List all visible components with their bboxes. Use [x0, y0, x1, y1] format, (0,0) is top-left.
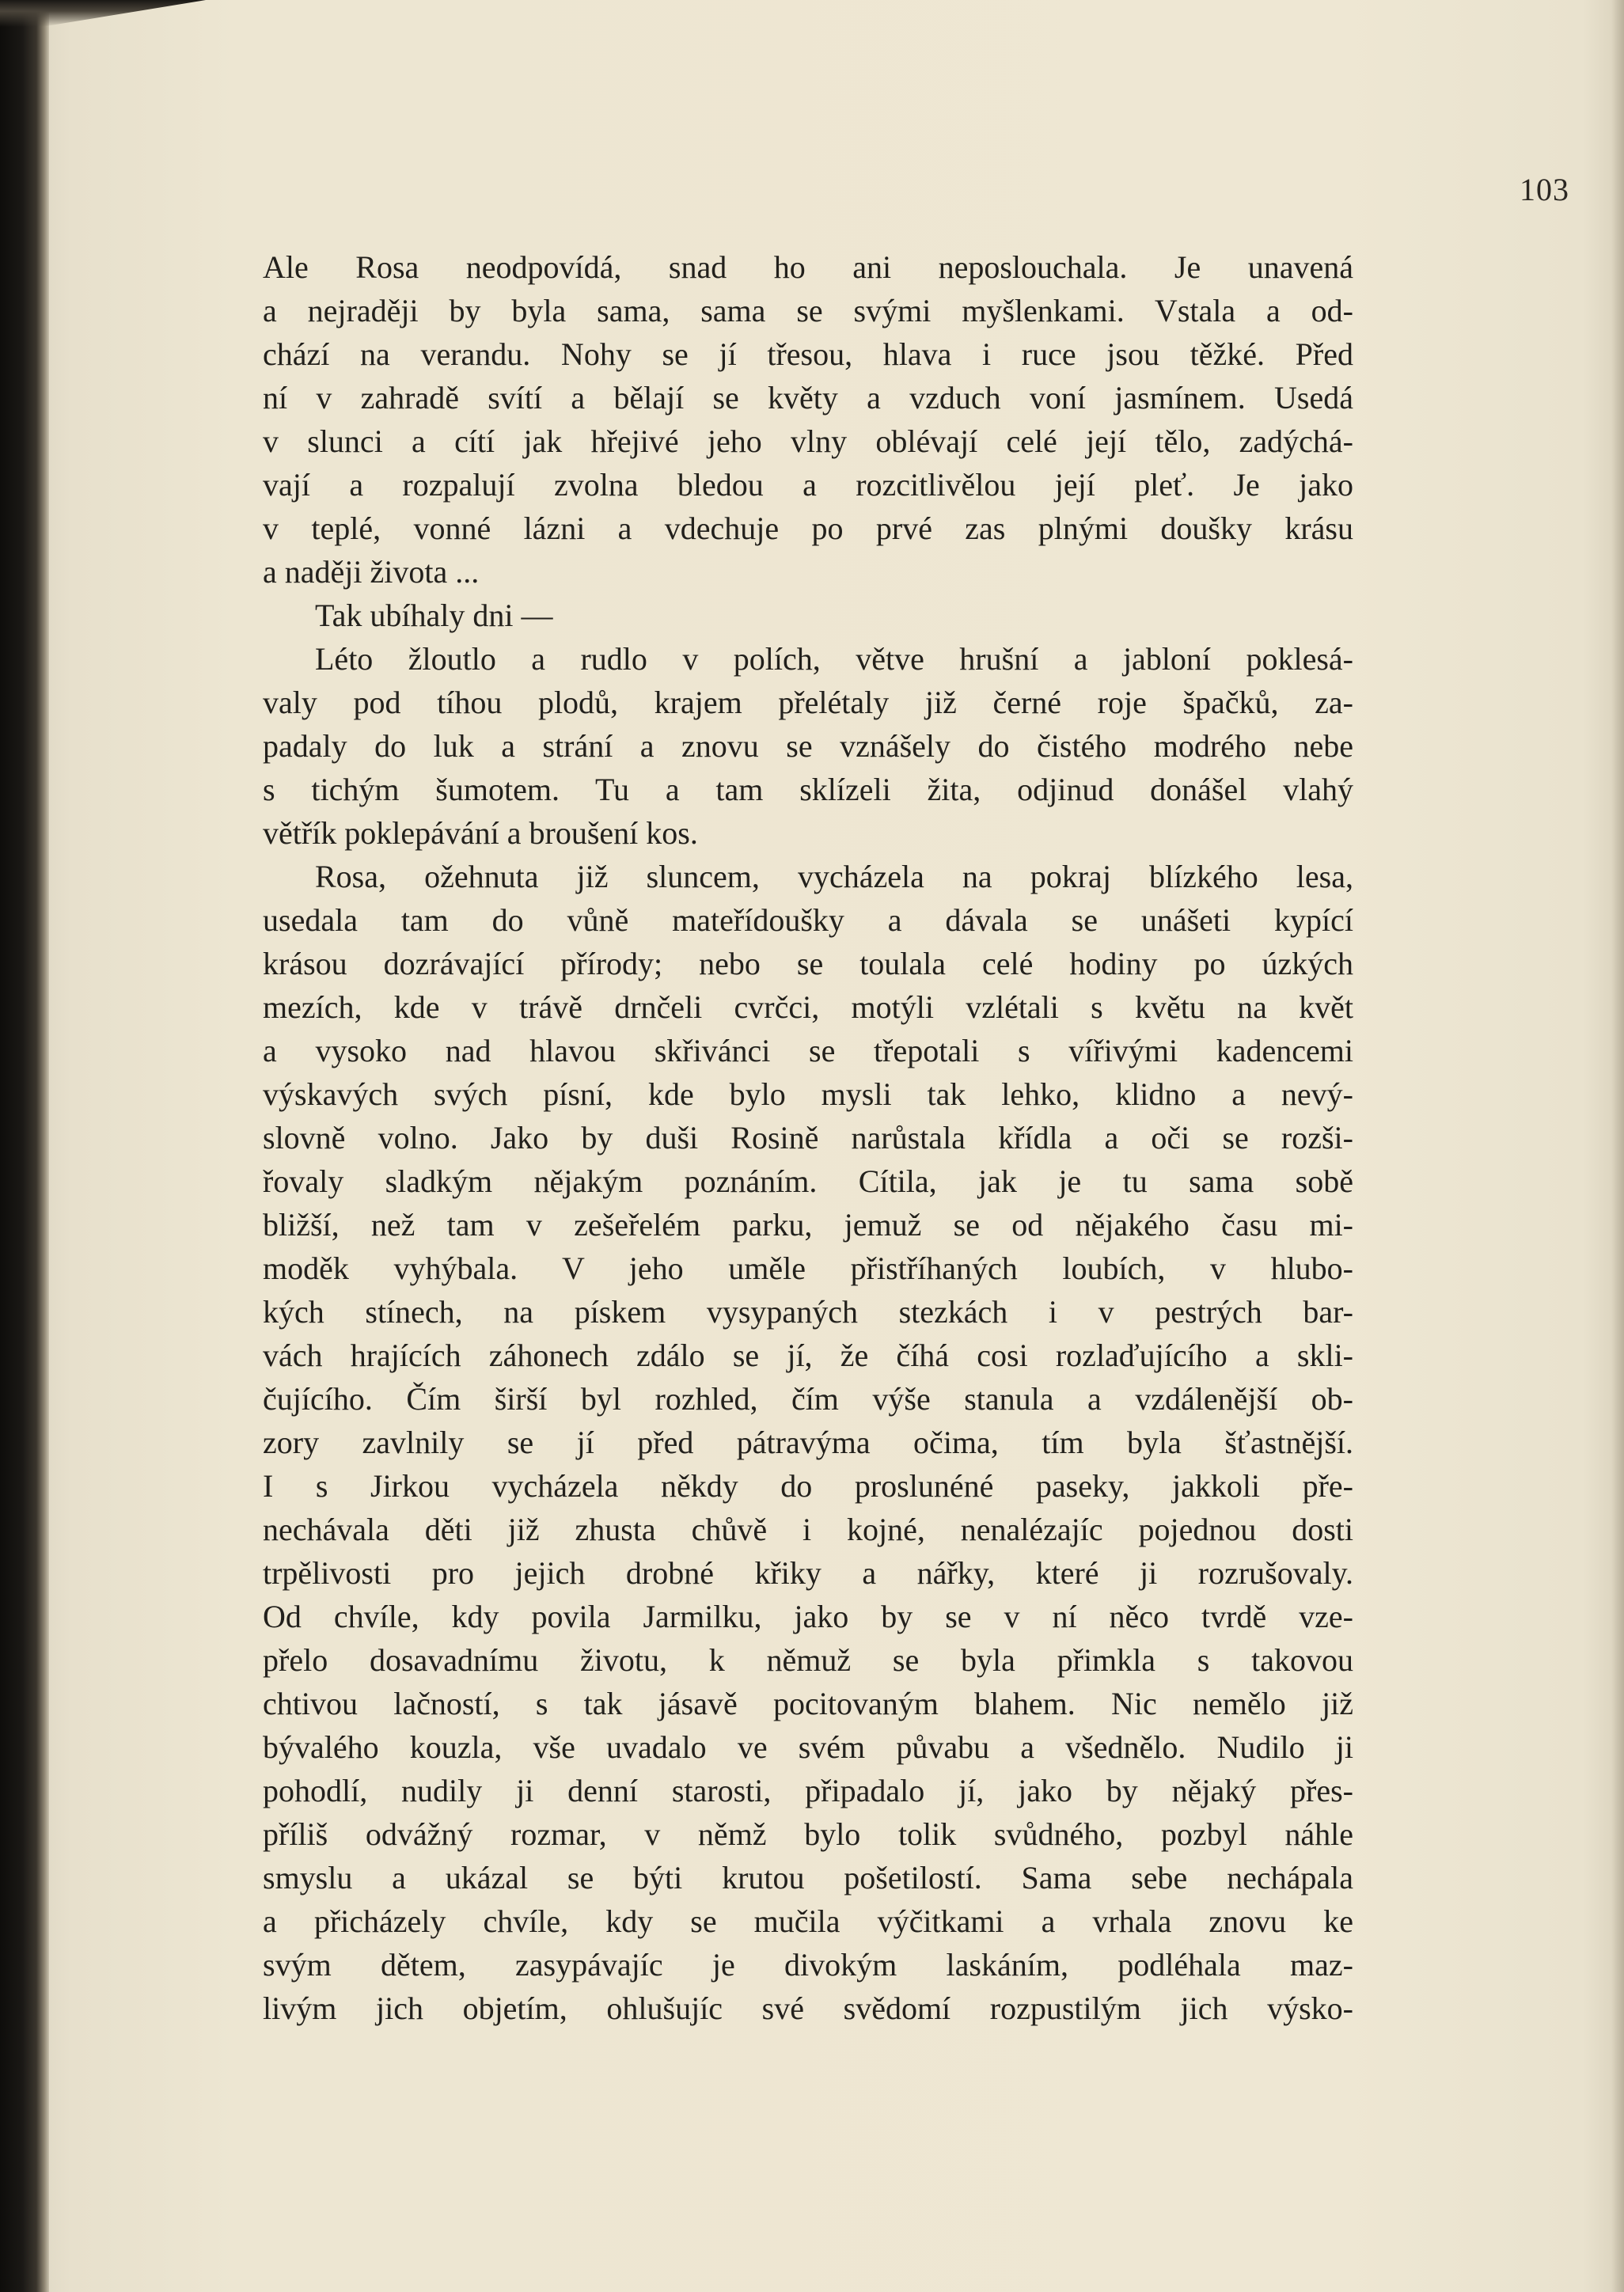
text-line: smyslu a ukázal se býti krutou pošetilostí. Sama sebe nechápala	[263, 1860, 1353, 1895]
text-line: Od chvíle, kdy povila Jarmilku, jako by se v ní něco tvrdě vze-	[263, 1599, 1353, 1634]
text-line: a vysoko nad hlavou skřivánci se třepotali s vířivými kadencemi	[263, 1033, 1353, 1068]
text-line: valy pod tíhou plodů, krajem přelétaly již černé roje špačků, za-	[263, 685, 1353, 720]
page-edge	[1611, 0, 1624, 2292]
text-line: chtivou lačností, s tak jásavě pocitovaným blahem. Nic nemělo již	[263, 1686, 1353, 1721]
text-line: s tichým šumotem. Tu a tam sklízeli žita, odjinud donášel vlahý	[263, 772, 1353, 807]
text-line: v slunci a cítí jak hřejivé jeho vlny oblévají celé její tělo, zadýchá-	[263, 423, 1353, 459]
text-line: bývalého kouzla, vše uvadalo ve svém půvabu a všednělo. Nudilo ji	[263, 1729, 1353, 1765]
text-line: vách hrajících záhonech zdálo se jí, že číhá cosi rozlaďujícího a skli-	[263, 1338, 1353, 1373]
text-line: slovně volno. Jako by duši Rosině narůstala křídla a oči se rozši-	[263, 1120, 1353, 1155]
text-line: čujícího. Čím širší byl rozhled, čím výše stanula a vzdálenější ob-	[263, 1381, 1353, 1417]
text-line: usedala tam do vůně mateřídoušky a dávala se unášeti kypící	[263, 902, 1353, 938]
page-number: 103	[1520, 172, 1569, 207]
text-line: příliš odvážný rozmar, v němž bylo tolik svůdného, pozbyl náhle	[263, 1816, 1353, 1852]
text-line: a nejraději by byla sama, sama se svými myšlenkami. Vstala a od-	[263, 293, 1353, 328]
text-line: pohodlí, nudily ji denní starosti, připadalo jí, jako by nějaký přes-	[263, 1773, 1353, 1808]
text-line: mezích, kde v trávě drnčeli cvrčci, motýli vzlétali s květu na květ	[263, 989, 1353, 1025]
text-line: I s Jirkou vycházela někdy do proslunéné paseky, jakkoli pře-	[263, 1468, 1353, 1504]
text-line: padaly do luk a strání a znovu se vznášely do čistého modrého nebe	[263, 728, 1353, 764]
text-line: přelo dosavadnímu životu, k němuž se byla přimkla s takovou	[263, 1642, 1353, 1678]
text-line: řovaly sladkým nějakým poznáním. Cítila, jak je tu sama sobě	[263, 1163, 1353, 1199]
text-line: svým dětem, zasypávajíc je divokým laskáním, podléhala maz-	[263, 1947, 1353, 1983]
text-line: v teplé, vonné lázni a vdechuje po prvé zas plnými doušky krásu	[263, 510, 1353, 546]
text-line: chází na verandu. Nohy se jí třesou, hlava i ruce jsou těžké. Před	[263, 336, 1353, 372]
text-line: bližší, než tam v zešeřelém parku, jemuž se od nějakého času mi-	[263, 1207, 1353, 1243]
text-line: kých stínech, na pískem vysypaných stezkách i v pestrých bar-	[263, 1294, 1353, 1330]
text-line: zory zavlnily se jí před pátravýma očima, tím byla šťastnější.	[263, 1425, 1353, 1460]
text-line: větřík poklepávání a broušení kos.	[263, 815, 698, 851]
text-line: krásou dozrávající přírody; nebo se toulala celé hodiny po úzkých	[263, 946, 1353, 981]
book-gutter	[0, 0, 49, 2292]
page-corner-shadow	[0, 0, 206, 27]
text-line: Ale Rosa neodpovídá, snad ho ani neposlouchala. Je unavená	[263, 249, 1353, 285]
body-text	[263, 245, 1353, 2030]
text-line: vají a rozpalují zvolna bledou a rozcitlivělou její pleť. Je jako	[263, 467, 1353, 503]
text-line: nechávala děti již zhusta chůvě i kojné, nenalézajíc pojednou dosti	[263, 1512, 1353, 1547]
text-line: Léto žloutlo a rudlo v polích, větve hrušní a jabloní poklesá-	[315, 641, 1353, 677]
text-line: Rosa, ožehnuta již sluncem, vycházela na pokraj blízkého lesa,	[315, 859, 1353, 894]
text-line: ní v zahradě svítí a bělají se květy a vzduch voní jasmínem. Usedá	[263, 380, 1353, 416]
text-line: výskavých svých písní, kde bylo mysli tak lehko, klidno a nevý-	[263, 1076, 1353, 1112]
text-line: Tak ubíhaly dni —	[315, 598, 553, 633]
text-line: livým jich objetím, ohlušujíc své svědomí rozpustilým jich výsko-	[263, 1990, 1353, 2026]
text-line: trpělivosti pro jejich drobné křiky a nářky, které ji rozrušovaly.	[263, 1555, 1353, 1591]
text-line: a přicházely chvíle, kdy se mučila výčitkami a vrhala znovu ke	[263, 1903, 1353, 1939]
text-line: moděk vyhýbala. V jeho uměle přistříhaných loubích, v hlubo-	[263, 1250, 1353, 1286]
text-line: a naději života ...	[263, 554, 480, 590]
